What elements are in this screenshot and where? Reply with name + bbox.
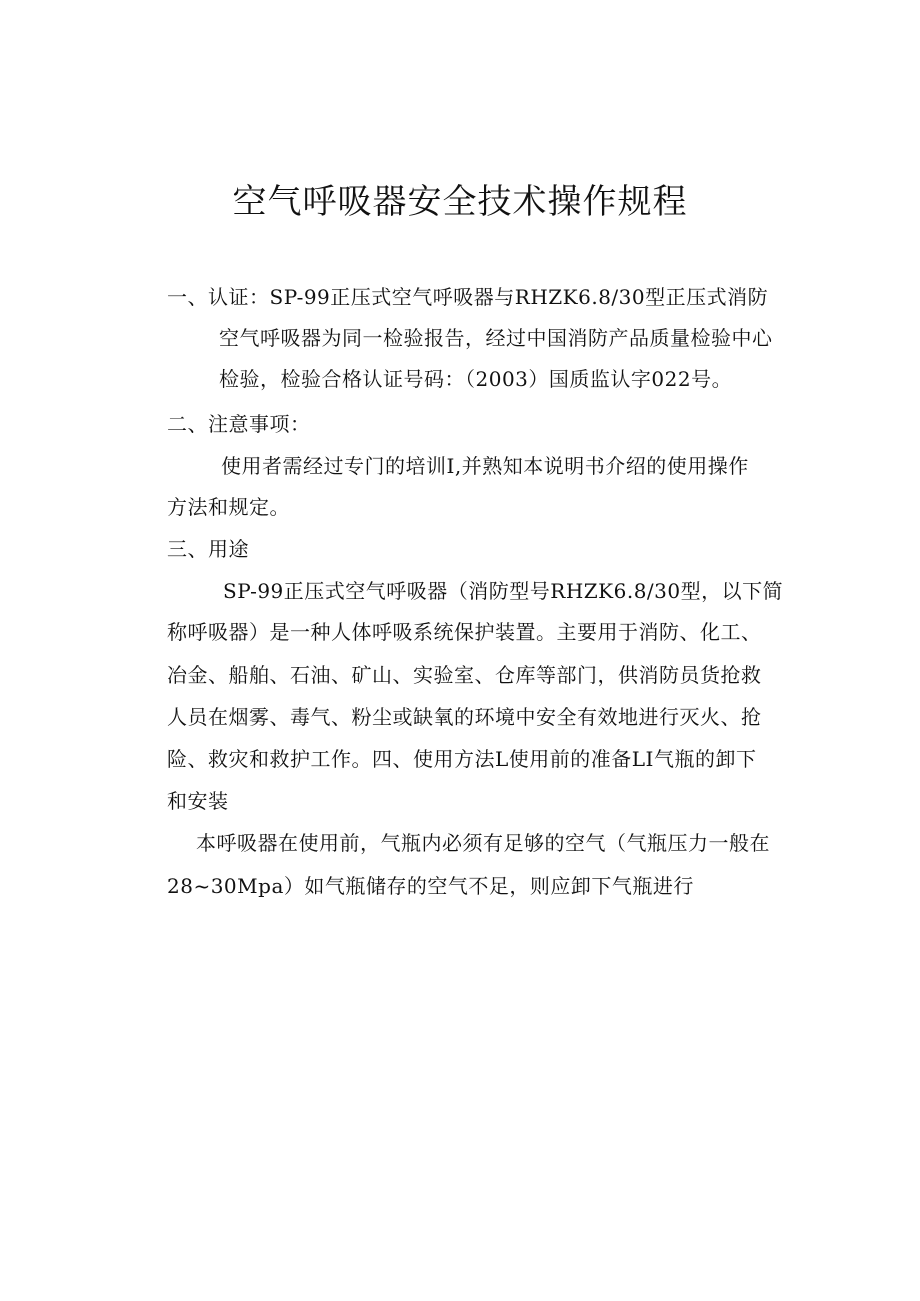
section-2-line-1: 使用者需经过专门的培训I,并熟知本说明书介绍的使用操作 <box>221 454 749 478</box>
section-1-line-3: 检验，检验合格认证号码：（2003）国质监认字022号。 <box>219 367 733 391</box>
section-3-line-5: 险、救灾和救护工作。四、使用方法L使用前的准备LI气瓶的卸下 <box>167 747 757 771</box>
section-1-line-2: 空气呼吸器为同一检验报告，经过中国消防产品质量检验中心 <box>219 326 773 350</box>
section-3-line-2: 称呼吸器）是一种人体呼吸系统保护装置。主要用于消防、化工、 <box>167 620 762 644</box>
document-title: 空气呼吸器安全技术操作规程 <box>232 182 688 222</box>
section-3-line-1: SP-99正压式空气呼吸器（消防型号RHZK6.8/30型，以下简 <box>223 579 784 603</box>
section-3-heading: 三、用途 <box>167 537 249 561</box>
section-1-line-1: 一、认证：SP-99正压式空气呼吸器与RHZK6.8/30型正压式消防 <box>167 285 769 309</box>
section-3-line-4: 人员在烟雾、毒气、粉尘或缺氧的环境中安全有效地进行灭火、抢 <box>167 705 762 729</box>
section-3-line-3: 冶金、船舶、石油、矿山、实验室、仓库等部门，供消防员货抢救 <box>167 663 762 687</box>
section-2-heading: 二、注意事项： <box>167 412 311 436</box>
paragraph-line-2: 28~30Mpa）如气瓶储存的空气不足，则应卸下气瓶进行 <box>167 874 694 898</box>
paragraph-line-1: 本呼吸器在使用前，气瓶内必须有足够的空气（气瓶压力一般在 <box>196 831 770 855</box>
section-2-line-2: 方法和规定。 <box>167 495 290 519</box>
section-3-line-6: 和安装 <box>167 789 229 813</box>
